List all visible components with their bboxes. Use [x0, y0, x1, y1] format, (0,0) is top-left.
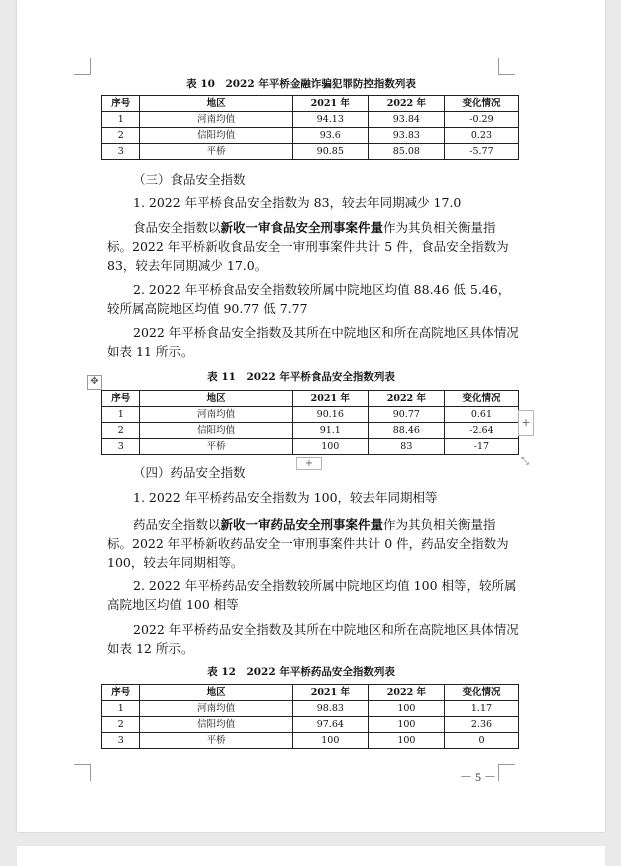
section-4-heading[interactable]: （四）药品安全指数	[133, 465, 246, 480]
table-header-row	[102, 96, 519, 112]
header-cell[interactable]: 变化情况	[444, 391, 518, 407]
resize-icon[interactable]: ⤡	[521, 456, 529, 467]
table-cell[interactable]: 100	[368, 717, 444, 733]
table-cell[interactable]: 90.16	[292, 407, 368, 423]
section-4-paragraph-3[interactable]: 2. 2022 年平桥药品安全指数较所属中院地区均值 100 相等，较所属高院地区均值 100 相等	[107, 578, 517, 612]
header-cell[interactable]: 2022 年	[368, 685, 444, 701]
section-3-paragraph-3[interactable]: 2. 2022 年平桥食品安全指数较所属中院地区均值 88.46 低 5.46，较所属高院地区均值 90.77 低 7.77	[107, 282, 511, 316]
table-cell[interactable]: 2.36	[444, 717, 518, 733]
table-11[interactable]	[101, 390, 519, 455]
crop-mark-bottom-right	[498, 764, 515, 781]
table-cell[interactable]: 100	[368, 701, 444, 717]
header-cell[interactable]: 地区	[140, 685, 292, 701]
table-cell[interactable]: 2	[102, 717, 140, 733]
bold-text-run: 新收一审食品安全刑事案件量	[220, 220, 384, 235]
table-cell[interactable]: 1	[102, 112, 140, 128]
table-cell[interactable]: 1	[102, 701, 140, 717]
section-3-paragraph-2[interactable]	[107, 218, 519, 275]
table-cell[interactable]: 91.1	[292, 423, 368, 439]
table-row	[102, 128, 519, 144]
header-cell[interactable]: 变化情况	[444, 685, 518, 701]
section-4-paragraph-2[interactable]	[107, 515, 519, 572]
table-cell[interactable]: 90.85	[292, 144, 368, 160]
table-cell[interactable]: 信阳均值	[140, 128, 292, 144]
header-cell[interactable]: 2022 年	[368, 96, 444, 112]
table-cell[interactable]: 100	[292, 733, 368, 749]
table-cell[interactable]: 2	[102, 423, 140, 439]
table-header-row	[102, 391, 519, 407]
table-cell[interactable]: 93.6	[292, 128, 368, 144]
header-cell[interactable]: 2021 年	[292, 96, 368, 112]
bold-text-run: 新收一审药品安全刑事案件量	[220, 517, 384, 532]
table-cell[interactable]: 94.13	[292, 112, 368, 128]
add-column-plus-icon[interactable]: +	[518, 410, 534, 436]
table-cell[interactable]: 平桥	[140, 439, 292, 455]
table-cell[interactable]: -5.77	[444, 144, 518, 160]
table-11-caption: 表 11 2022 年平桥食品安全指数列表	[207, 371, 395, 383]
table-cell[interactable]: 2	[102, 128, 140, 144]
table-cell[interactable]: 90.77	[368, 407, 444, 423]
table-cell[interactable]: 河南均值	[140, 407, 292, 423]
table-cell[interactable]: 97.64	[292, 717, 368, 733]
table-cell[interactable]: 98.83	[292, 701, 368, 717]
table-cell[interactable]: 平桥	[140, 733, 292, 749]
header-cell[interactable]: 地区	[140, 96, 292, 112]
table-row	[102, 144, 519, 160]
table-header-row	[102, 685, 519, 701]
header-cell[interactable]: 序号	[102, 96, 140, 112]
table-row	[102, 423, 519, 439]
text-run: 药品安全指数以	[133, 517, 221, 532]
table-cell[interactable]: 0.23	[444, 128, 518, 144]
table-cell[interactable]: 88.46	[368, 423, 444, 439]
table-cell[interactable]: 1	[102, 407, 140, 423]
crop-mark-bottom-left	[74, 764, 91, 781]
table-row	[102, 733, 519, 749]
table-cell[interactable]: 83	[368, 439, 444, 455]
table-cell[interactable]: 河南均值	[140, 112, 292, 128]
table-cell[interactable]: 1.17	[444, 701, 518, 717]
table-cell[interactable]: 93.84	[368, 112, 444, 128]
table-cell[interactable]: 100	[292, 439, 368, 455]
table-cell[interactable]: 信阳均值	[140, 717, 292, 733]
table-cell[interactable]: 3	[102, 733, 140, 749]
header-cell[interactable]: 地区	[140, 391, 292, 407]
table-cell[interactable]: 信阳均值	[140, 423, 292, 439]
table-cell[interactable]: 平桥	[140, 144, 292, 160]
table-row	[102, 112, 519, 128]
table-cell[interactable]: 3	[102, 439, 140, 455]
table-row	[102, 439, 519, 455]
table-12[interactable]	[101, 684, 519, 749]
table-12-caption: 表 12 2022 年平桥药品安全指数列表	[207, 666, 395, 678]
text-run: 作为其负相关衡量指标。2022 年平桥新收药品安全一审刑事案件共计 0 件，药品安全指数为 100，较去年同期相等。	[107, 517, 509, 570]
table-cell[interactable]: 100	[368, 733, 444, 749]
table-cell[interactable]: 93.83	[368, 128, 444, 144]
header-cell[interactable]: 2022 年	[368, 391, 444, 407]
section-3-paragraph-1[interactable]: 1. 2022 年平桥食品安全指数为 83，较去年同期减少 17.0	[133, 195, 462, 210]
table-cell[interactable]: 85.08	[368, 144, 444, 160]
text-run: 食品安全指数以	[133, 220, 221, 235]
table-cell[interactable]: 河南均值	[140, 701, 292, 717]
crop-mark-top-right	[498, 58, 515, 75]
table-10-caption: 表 10 2022 年平桥金融诈骗犯罪防控指数列表	[186, 78, 416, 90]
header-cell[interactable]: 2021 年	[292, 685, 368, 701]
header-cell[interactable]: 序号	[102, 685, 140, 701]
table-cell[interactable]: 0.61	[444, 407, 518, 423]
section-4-paragraph-4[interactable]: 2022 年平桥药品安全指数及其所在中院地区和所在高院地区具体情况如表 12 所示。	[107, 622, 519, 656]
section-3-heading[interactable]: （三）食品安全指数	[133, 172, 246, 187]
table-row	[102, 717, 519, 733]
table-row	[102, 407, 519, 423]
table-10[interactable]	[101, 95, 519, 160]
header-cell[interactable]: 2021 年	[292, 391, 368, 407]
section-3-paragraph-4[interactable]: 2022 年平桥食品安全指数及其所在中院地区和所在高院地区具体情况如表 11 所示。	[107, 325, 519, 359]
section-4-paragraph-1[interactable]: 1. 2022 年平桥药品安全指数为 100，较去年同期相等	[133, 490, 438, 505]
header-cell[interactable]: 变化情况	[444, 96, 518, 112]
table-cell[interactable]: -2.64	[444, 423, 518, 439]
header-cell[interactable]: 序号	[102, 391, 140, 407]
text-run: 作为其负相关衡量指标。2022 年平桥新收食品安全一审刑事案件共计 5 件，食品安全指数为 83，较去年同期减少 17.0。	[107, 220, 509, 273]
table-cell[interactable]: -0.29	[444, 112, 518, 128]
move-icon[interactable]: ✥	[87, 375, 102, 390]
next-page-edge	[17, 846, 605, 866]
add-row-plus-icon[interactable]: +	[296, 457, 322, 470]
table-cell[interactable]: 3	[102, 144, 140, 160]
table-cell[interactable]: 0	[444, 733, 518, 749]
table-row	[102, 701, 519, 717]
page-number: － 5 －	[460, 770, 497, 784]
crop-mark-top-left	[74, 58, 91, 75]
table-cell[interactable]: -17	[444, 439, 518, 455]
